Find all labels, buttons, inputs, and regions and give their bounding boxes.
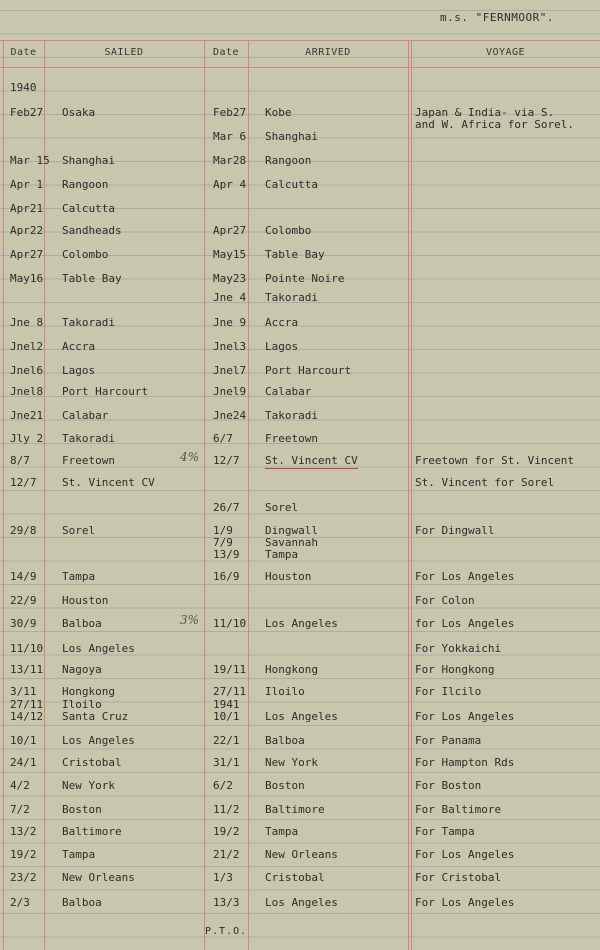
sailed-date: 7/2: [10, 803, 30, 816]
sailed-date: 3/11: [10, 685, 37, 698]
sailed-port: Tampa: [62, 848, 96, 861]
arrived-port: Sorel: [265, 501, 299, 514]
column-rule: [44, 40, 45, 950]
sailed-port: Sandheads: [62, 224, 122, 237]
arrived-date: Jne24: [213, 409, 247, 422]
sailed-date: 12/7: [10, 476, 37, 489]
voyage-note: For Panama: [415, 734, 482, 747]
header-date-sailed: Date: [10, 47, 37, 58]
sailed-port: Colombo: [62, 248, 109, 261]
sailed-port: St. Vincent CV: [62, 476, 155, 489]
arrived-date: Jne 9: [213, 316, 247, 329]
header-top-rule: [0, 40, 600, 41]
sailed-port: Freetown: [62, 454, 115, 467]
arrived-date: 19/11: [213, 663, 247, 676]
voyage-note: and W. Africa for Sorel.: [415, 118, 574, 131]
arrived-date: 6/2: [213, 779, 233, 792]
sailed-port: New Orleans: [62, 871, 135, 884]
sailed-port: Nagoya: [62, 663, 102, 676]
voyage-note: For Yokkaichi: [415, 642, 502, 655]
arrived-date: Jnel3: [213, 340, 247, 353]
sailed-date: Jnel2: [10, 340, 44, 353]
sailed-port: Balboa: [62, 896, 102, 909]
arrived-date: 1/3: [213, 871, 233, 884]
voyage-note: For Hampton Rds: [415, 756, 515, 769]
arrived-date: 6/7: [213, 432, 233, 445]
arrived-port: Cristobal: [265, 871, 325, 884]
sailed-date: 23/2: [10, 871, 37, 884]
sailed-date: 13/11: [10, 663, 44, 676]
sailed-date: 19/2: [10, 848, 37, 861]
arrived-port: Calcutta: [265, 178, 318, 191]
sailed-date: Jly 2: [10, 432, 44, 445]
header-bottom-rule: [0, 67, 600, 68]
arrived-port: Hongkong: [265, 663, 318, 676]
sailed-date: May16: [10, 272, 44, 285]
arrived-port: Boston: [265, 779, 305, 792]
sailed-date: 10/1: [10, 734, 37, 747]
arrived-port: Kobe: [265, 106, 292, 119]
sailed-port: Calabar: [62, 409, 109, 422]
arrived-date: 7/9: [213, 536, 233, 549]
sailed-port: Santa Cruz: [62, 710, 129, 723]
arrived-port: Houston: [265, 570, 312, 583]
sailed-port: Calcutta: [62, 202, 115, 215]
sailed-date: 30/9: [10, 617, 37, 630]
arrived-port: Tampa: [265, 825, 299, 838]
sailed-date: 2/3: [10, 896, 30, 909]
arrived-port: Balboa: [265, 734, 305, 747]
sailed-date: 8/7: [10, 454, 30, 467]
arrived-date: 27/11: [213, 685, 247, 698]
sailed-port: Osaka: [62, 106, 96, 119]
column-rule: [204, 40, 205, 950]
header-voyage: VOYAGE: [485, 47, 526, 58]
arrived-date: 16/9: [213, 570, 240, 583]
sailed-date: 14/12: [10, 710, 44, 723]
sailed-date: Apr22: [10, 224, 44, 237]
arrived-port: Pointe Noire: [265, 272, 345, 285]
arrived-date: Apr27: [213, 224, 247, 237]
arrived-port: Accra: [265, 316, 299, 329]
sailed-date: Jnel6: [10, 364, 44, 377]
arrived-date: 1941: [213, 698, 240, 711]
arrived-date: Jnel7: [213, 364, 247, 377]
arrived-date: 11/10: [213, 617, 247, 630]
arrived-port: Shanghai: [265, 130, 318, 143]
sailed-date: 22/9: [10, 594, 37, 607]
header-date-arrived: Date: [212, 47, 240, 58]
sailed-date: 13/2: [10, 825, 37, 838]
sailed-port: Sorel: [62, 524, 96, 537]
sailed-port: Table Bay: [62, 272, 122, 285]
arrived-date: 11/2: [213, 803, 240, 816]
sailed-port: Baltimore: [62, 825, 122, 838]
arrived-port: Port Harcourt: [265, 364, 352, 377]
arrived-date: 13/3: [213, 896, 240, 909]
arrived-port: Los Angeles: [265, 896, 338, 909]
arrived-date: 26/7: [213, 501, 240, 514]
arrived-port: Los Angeles: [265, 710, 338, 723]
voyage-note: for Los Angeles: [415, 617, 515, 630]
arrived-date: 12/7: [213, 454, 240, 467]
column-rule: [3, 40, 4, 950]
arrived-port: Table Bay: [265, 248, 325, 261]
arrived-port: Savannah: [265, 536, 318, 549]
sailed-port: Tampa: [62, 570, 96, 583]
arrived-port: Rangoon: [265, 154, 312, 167]
sailed-port: Cristobal: [62, 756, 122, 769]
sailed-date: Apr27: [10, 248, 44, 261]
arrived-date: Jne 4: [213, 291, 247, 304]
ship-name: m.s. "FERNMOOR".: [440, 11, 554, 24]
sailed-date: 11/10: [10, 642, 44, 655]
margin-note: 4%: [180, 450, 200, 464]
voyage-note: For Baltimore: [415, 803, 502, 816]
arrived-port: Baltimore: [265, 803, 325, 816]
voyage-note: For Los Angeles: [415, 710, 515, 723]
arrived-date: Feb27: [213, 106, 247, 119]
voyage-note: For Tampa: [415, 825, 475, 838]
voyage-note: For Boston: [415, 779, 482, 792]
footer-pto: P.T.O.: [205, 926, 248, 937]
column-rule: [408, 40, 409, 950]
sailed-date: Mar 15: [10, 154, 50, 167]
arrived-date: 1/9: [213, 524, 233, 537]
voyage-note: St. Vincent for Sorel: [415, 476, 555, 489]
sailed-port: Los Angeles: [62, 642, 135, 655]
sailed-port: Lagos: [62, 364, 96, 377]
voyage-note: For Dingwall: [415, 524, 495, 537]
arrived-port: New Orleans: [265, 848, 338, 861]
sailed-date: 29/8: [10, 524, 37, 537]
sailed-port: Hongkong: [62, 685, 115, 698]
arrived-port: Dingwall: [265, 524, 318, 537]
sailed-port: Los Angeles: [62, 734, 135, 747]
arrived-date: 31/1: [213, 756, 240, 769]
voyage-note: Freetown for St. Vincent: [415, 454, 574, 467]
arrived-date: May15: [213, 248, 247, 261]
voyage-note: Japan & India- via S.: [415, 106, 555, 119]
arrived-date: Mar 6: [213, 130, 247, 143]
sailed-port: Iloilo: [62, 698, 102, 711]
arrived-date: Jnel9: [213, 385, 247, 398]
header-sailed: SAILED: [104, 47, 144, 58]
sailed-port: Takoradi: [62, 432, 115, 445]
arrived-date: Mar28: [213, 154, 247, 167]
sailed-port: Rangoon: [62, 178, 109, 191]
sailed-date: Jnel8: [10, 385, 44, 398]
header-arrived: ARRIVED: [305, 47, 351, 58]
sailed-date: 24/1: [10, 756, 37, 769]
margin-note: 3%: [180, 613, 200, 627]
sailed-date: Jne21: [10, 409, 44, 422]
sailed-date: 14/9: [10, 570, 37, 583]
sailed-date: Feb27: [10, 106, 44, 119]
sailed-port: Accra: [62, 340, 96, 353]
voyage-note: For Los Angeles: [415, 848, 515, 861]
sailed-port: Takoradi: [62, 316, 115, 329]
voyage-note: For Ilcilo: [415, 685, 482, 698]
arrived-port: Calabar: [265, 385, 312, 398]
arrived-date: 10/1: [213, 710, 240, 723]
sailed-date: 4/2: [10, 779, 30, 792]
voyage-note: For Colon: [415, 594, 475, 607]
sailed-port: Boston: [62, 803, 102, 816]
sailed-port: Port Harcourt: [62, 385, 149, 398]
arrived-port: St. Vincent CV: [265, 454, 358, 467]
sailed-date: Apr21: [10, 202, 44, 215]
arrived-date: 22/1: [213, 734, 240, 747]
arrived-port: Takoradi: [265, 291, 318, 304]
arrived-port: Freetown: [265, 432, 318, 445]
arrived-port: New York: [265, 756, 318, 769]
sailed-date: Apr 1: [10, 178, 44, 191]
sailed-port: New York: [62, 779, 115, 792]
arrived-port: Lagos: [265, 340, 299, 353]
voyage-note: For Cristobal: [415, 871, 502, 884]
arrived-date: 13/9: [213, 548, 240, 561]
arrived-port: Los Angeles: [265, 617, 338, 630]
arrived-date: 19/2: [213, 825, 240, 838]
sailed-port: Shanghai: [62, 154, 115, 167]
arrived-date: 21/2: [213, 848, 240, 861]
sailed-date: Jne 8: [10, 316, 44, 329]
sailed-port: Balboa: [62, 617, 102, 630]
voyage-note: For Los Angeles: [415, 896, 515, 909]
column-rule: [248, 40, 249, 950]
arrived-port: Takoradi: [265, 409, 318, 422]
sailed-date: 27/11: [10, 698, 44, 711]
voyage-note: For Hongkong: [415, 663, 495, 676]
arrived-port: Colombo: [265, 224, 312, 237]
sailed-date: 1940: [10, 81, 37, 94]
sailed-port: Houston: [62, 594, 109, 607]
arrived-date: Apr 4: [213, 178, 247, 191]
arrived-port: Tampa: [265, 548, 299, 561]
arrived-date: May23: [213, 272, 247, 285]
voyage-note: For Los Angeles: [415, 570, 515, 583]
arrived-port: Iloilo: [265, 685, 305, 698]
column-rule: [411, 40, 412, 950]
